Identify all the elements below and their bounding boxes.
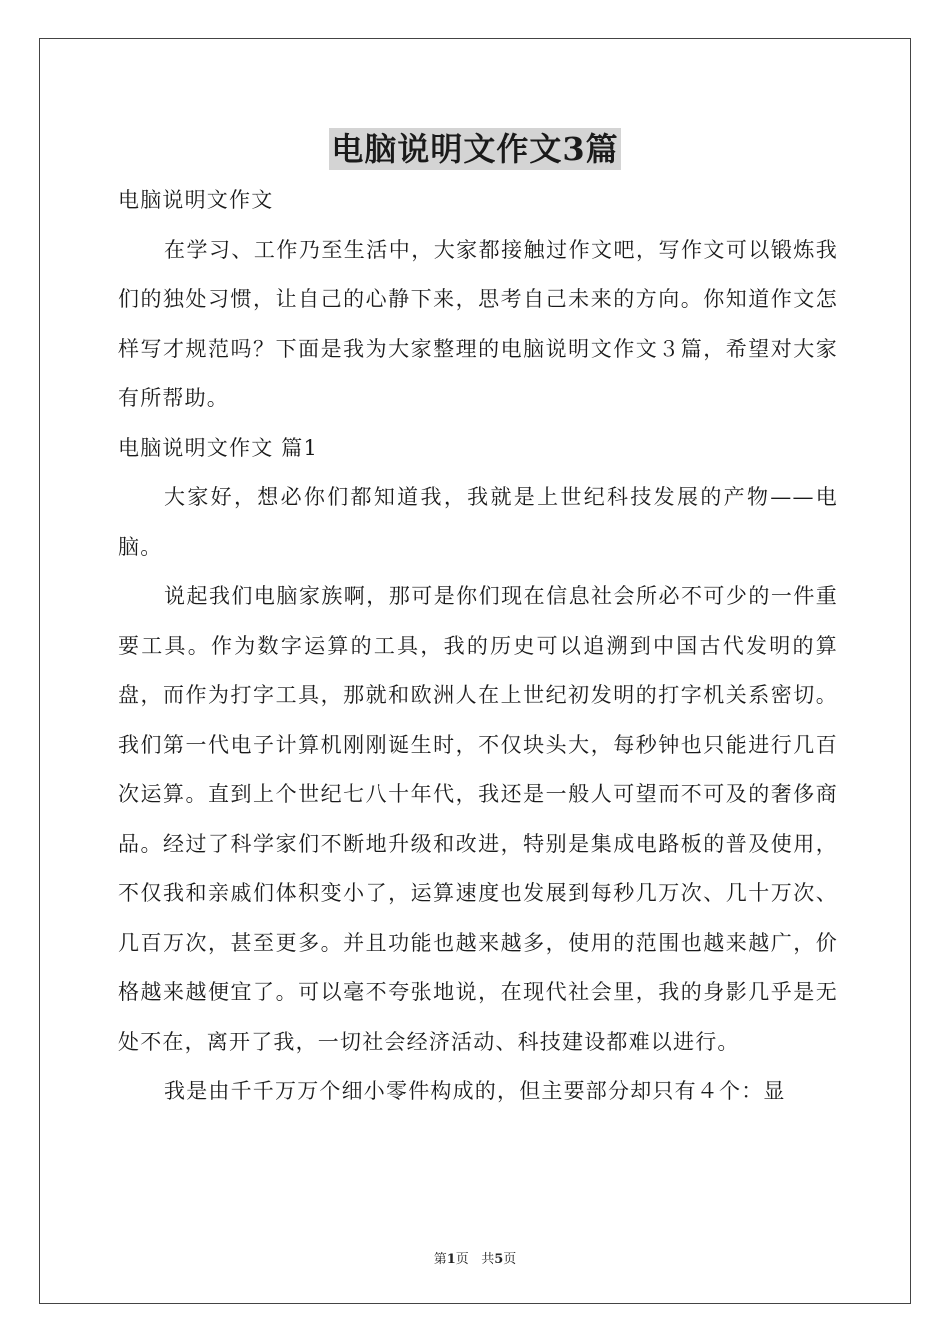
subtitle: 电脑说明文作文 (118, 188, 274, 212)
total-suffix: 页 (503, 1252, 517, 1267)
total-prefix: 共 (481, 1252, 495, 1267)
section-heading: 电脑说明文作文 篇1 (118, 435, 319, 460)
page-total: 5 (494, 1252, 504, 1267)
body-paragraph: 我是由千千万万个细小零件构成的，但主要部分却只有４个：显 (164, 1079, 786, 1103)
title-container (0, 128, 950, 170)
document-body (118, 176, 838, 1117)
page-current: 1 (446, 1252, 456, 1267)
body-paragraph: 说起我们电脑家族啊，那可是你们现在信息社会所必不可少的一件重要工具。作为数字运算的工具，我的历史可以追溯到中国古代发明的算盘，而作为打字工具，那就和欧洲人在上世纪初发明的打字机关系密切。我们第一代电子计算机刚刚诞生时，不仅块头大，每秒钟也只能进行几百次运算。直到上个世纪七八十年代，我还是一般人可望而不可及的奢侈商品。经过了科学家们不断地升级和改进，特别是集成电路板的普及使用，不仅我和亲戚们体积变小了，运算速度也发展到每秒几万次、几十万次、几百万次，甚至更多。并且功能也越来越多，使用的范围也越来越广，价格越来越便宜了。可以毫不夸张地说，在现代社会里，我的身影几乎是无处不在，离开了我，一切社会经济活动、科技建设都难以进行。 (118, 584, 838, 1054)
intro-paragraph: 在学习、工作乃至生活中，大家都接触过作文吧，写作文可以锻炼我们的独处习惯，让自己的心静下来，思考自己未来的方向。你知道作文怎样写才规范吗？下面是我为大家整理的电脑说明文作文３篇，希望对大家有所帮助。 (118, 237, 838, 410)
page-footer (0, 1248, 950, 1267)
body-paragraph: 大家好，想必你们都知道我，我就是上世纪科技发展的产物——电脑。 (118, 485, 838, 559)
page-prefix: 第 (433, 1252, 447, 1267)
document-title: 电脑说明文作文3篇 (331, 130, 619, 168)
page-suffix: 页 (455, 1252, 469, 1267)
